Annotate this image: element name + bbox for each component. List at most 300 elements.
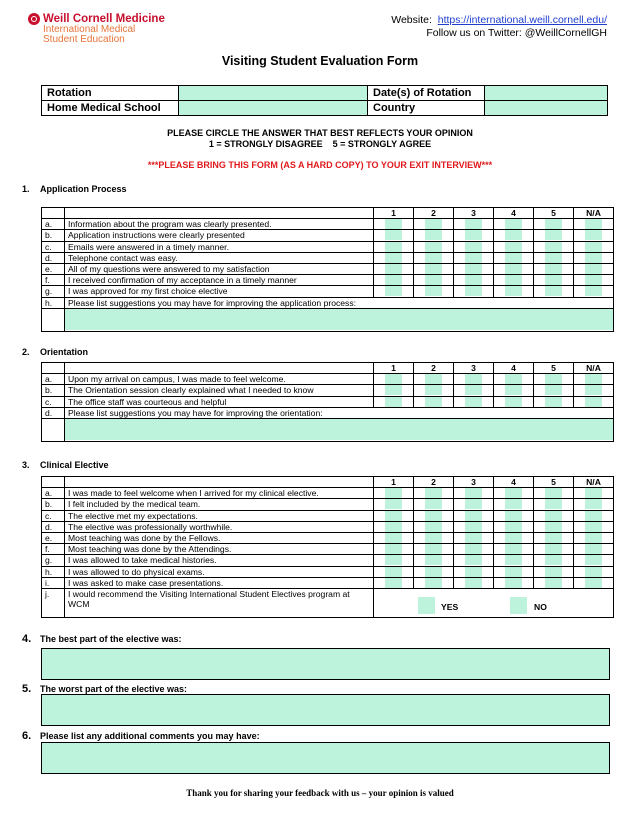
rating-cell[interactable] xyxy=(574,252,614,263)
rating-box[interactable] xyxy=(505,253,522,263)
open-question-heading xyxy=(22,633,182,645)
item-letter: c. xyxy=(42,241,65,252)
rating-box[interactable] xyxy=(585,397,602,407)
scale-label: 5 xyxy=(534,477,574,488)
rating-box[interactable] xyxy=(505,578,522,588)
rating-cell[interactable] xyxy=(454,252,494,263)
rating-cell[interactable] xyxy=(414,230,454,241)
section-title: Clinical Elective xyxy=(40,460,109,470)
table-row xyxy=(42,566,614,577)
rating-cell[interactable] xyxy=(574,241,614,252)
rating-cell[interactable] xyxy=(414,499,454,510)
rating-box[interactable] xyxy=(505,264,522,274)
rating-cell[interactable] xyxy=(534,252,574,263)
rating-cell[interactable] xyxy=(534,374,574,385)
rating-box[interactable] xyxy=(425,488,442,498)
rating-box[interactable] xyxy=(385,567,402,577)
rating-box[interactable] xyxy=(545,578,562,588)
rating-box[interactable] xyxy=(585,275,602,285)
rating-box[interactable] xyxy=(465,511,482,521)
rating-cell[interactable] xyxy=(374,230,414,241)
rating-box[interactable] xyxy=(425,544,442,554)
rating-cell[interactable] xyxy=(574,510,614,521)
rating-cell[interactable] xyxy=(374,521,414,532)
logo-mark-icon xyxy=(28,13,40,25)
rating-box[interactable] xyxy=(465,499,482,509)
rating-box[interactable] xyxy=(505,499,522,509)
website-link[interactable]: https://international.weill.cornell.edu/ xyxy=(437,14,607,26)
rating-cell[interactable] xyxy=(454,241,494,252)
rating-cell[interactable] xyxy=(454,577,494,588)
section-title: Application Process xyxy=(40,184,127,194)
rating-box[interactable] xyxy=(545,275,562,285)
table-row xyxy=(42,385,614,396)
rating-box[interactable] xyxy=(585,578,602,588)
rating-cell[interactable] xyxy=(454,566,494,577)
scale-label: 3 xyxy=(454,208,494,219)
rating-box[interactable] xyxy=(385,230,402,240)
logo-sub1: International Medical xyxy=(43,24,136,35)
rating-box[interactable] xyxy=(585,511,602,521)
rating-cell[interactable] xyxy=(574,566,614,577)
rating-box[interactable] xyxy=(385,253,402,263)
rating-cell[interactable] xyxy=(574,488,614,499)
rating-box[interactable] xyxy=(385,242,402,252)
rating-box[interactable] xyxy=(585,286,602,296)
suggestions-field[interactable] xyxy=(65,419,613,440)
rating-box[interactable] xyxy=(385,555,402,565)
rating-cell[interactable] xyxy=(414,263,454,274)
rating-box[interactable] xyxy=(385,219,402,229)
rating-box[interactable] xyxy=(585,499,602,509)
rotation-label: Rotation xyxy=(42,86,179,101)
rating-cell[interactable] xyxy=(454,544,494,555)
rating-cell[interactable] xyxy=(454,275,494,286)
rating-cell[interactable] xyxy=(374,263,414,274)
rating-box[interactable] xyxy=(425,533,442,543)
rating-cell[interactable] xyxy=(494,532,534,543)
rating-box[interactable] xyxy=(385,578,402,588)
rating-box[interactable] xyxy=(465,397,482,407)
rating-box[interactable] xyxy=(385,488,402,498)
rating-cell[interactable] xyxy=(454,499,494,510)
rating-box[interactable] xyxy=(545,567,562,577)
rating-cell[interactable] xyxy=(574,577,614,588)
rating-cell[interactable] xyxy=(414,252,454,263)
rating-box[interactable] xyxy=(465,522,482,532)
rating-box[interactable] xyxy=(585,385,602,395)
rating-cell[interactable] xyxy=(374,286,414,297)
item-text: I received confirmation of my acceptance in a timely manner xyxy=(65,275,374,286)
item-text: All of my questions were answered to my satisfaction xyxy=(65,263,374,274)
item-text: I was made to feel welcome when I arrived for my clinical elective. xyxy=(65,488,374,499)
rating-cell[interactable] xyxy=(374,219,414,230)
rating-cell[interactable] xyxy=(494,286,534,297)
rating-box[interactable] xyxy=(465,578,482,588)
rating-cell[interactable] xyxy=(454,263,494,274)
rating-cell[interactable] xyxy=(534,263,574,274)
rating-cell[interactable] xyxy=(494,374,534,385)
rating-cell[interactable] xyxy=(454,230,494,241)
rating-cell[interactable] xyxy=(454,521,494,532)
rating-box[interactable] xyxy=(585,522,602,532)
rating-cell[interactable] xyxy=(574,521,614,532)
rating-cell[interactable] xyxy=(494,396,534,407)
rating-cell[interactable] xyxy=(534,532,574,543)
rating-cell[interactable] xyxy=(374,532,414,543)
rating-box[interactable] xyxy=(545,253,562,263)
rating-cell[interactable] xyxy=(414,241,454,252)
rating-cell[interactable] xyxy=(534,275,574,286)
answer-field[interactable] xyxy=(41,648,610,680)
instruction-line2: 1 = STRONGLY DISAGREE 5 = STRONGLY AGREE xyxy=(208,139,432,149)
suggestions-field[interactable] xyxy=(65,309,613,330)
rating-cell[interactable] xyxy=(414,544,454,555)
rating-box[interactable] xyxy=(385,499,402,509)
rating-cell[interactable] xyxy=(374,252,414,263)
open-question-heading xyxy=(22,730,260,742)
school-label: Home Medical School xyxy=(42,101,179,116)
rating-box[interactable] xyxy=(545,219,562,229)
rating-box[interactable] xyxy=(425,555,442,565)
rating-box[interactable] xyxy=(545,385,562,395)
rating-box[interactable] xyxy=(585,374,602,384)
rating-cell[interactable] xyxy=(574,544,614,555)
rating-box[interactable] xyxy=(385,522,402,532)
rating-cell[interactable] xyxy=(374,488,414,499)
rating-box[interactable] xyxy=(545,533,562,543)
rating-cell[interactable] xyxy=(414,275,454,286)
rating-box[interactable] xyxy=(425,499,442,509)
rating-box[interactable] xyxy=(545,544,562,554)
scale-label: 5 xyxy=(534,363,574,374)
rating-box[interactable] xyxy=(585,488,602,498)
rating-box[interactable] xyxy=(425,275,442,285)
rating-cell[interactable] xyxy=(414,532,454,543)
rating-box[interactable] xyxy=(585,544,602,554)
item-letter: g. xyxy=(42,286,65,297)
rating-box[interactable] xyxy=(505,533,522,543)
rating-cell[interactable] xyxy=(494,577,534,588)
rating-box[interactable] xyxy=(425,374,442,384)
item-letter: f. xyxy=(42,544,65,555)
rating-box[interactable] xyxy=(505,488,522,498)
rating-cell[interactable] xyxy=(574,219,614,230)
rating-cell[interactable] xyxy=(534,230,574,241)
section-heading xyxy=(22,347,88,357)
rotation-field[interactable] xyxy=(179,86,368,101)
item-letter: h. xyxy=(42,566,65,577)
item-text: Emails were answered in a timely manner. xyxy=(65,241,374,252)
rating-box[interactable] xyxy=(585,567,602,577)
item-text: Most teaching was done by the Attendings. xyxy=(65,544,374,555)
rating-box[interactable] xyxy=(425,397,442,407)
rating-cell[interactable] xyxy=(454,510,494,521)
rating-box[interactable] xyxy=(505,385,522,395)
rating-box[interactable] xyxy=(385,385,402,395)
rating-cell[interactable] xyxy=(374,510,414,521)
rating-box[interactable] xyxy=(465,488,482,498)
rating-box[interactable] xyxy=(385,286,402,296)
instruction-line1: PLEASE CIRCLE THE ANSWER THAT BEST REFLECTS YOUR OPINION xyxy=(167,128,473,138)
question-number: 4. xyxy=(22,633,32,645)
rating-box[interactable] xyxy=(585,219,602,229)
rating-cell[interactable] xyxy=(494,544,534,555)
rating-cell[interactable] xyxy=(414,555,454,566)
rating-box[interactable] xyxy=(505,522,522,532)
rating-box[interactable] xyxy=(505,544,522,554)
rating-box[interactable] xyxy=(425,286,442,296)
rating-table xyxy=(41,362,614,442)
rating-box[interactable] xyxy=(585,264,602,274)
rating-box[interactable] xyxy=(585,253,602,263)
rating-box[interactable] xyxy=(545,499,562,509)
rating-cell[interactable] xyxy=(414,577,454,588)
suggest-row xyxy=(42,297,614,308)
rating-cell[interactable] xyxy=(374,385,414,396)
rating-cell[interactable] xyxy=(414,286,454,297)
rating-cell[interactable] xyxy=(534,510,574,521)
answer-field[interactable] xyxy=(41,694,610,726)
rating-box[interactable] xyxy=(465,242,482,252)
rating-cell[interactable] xyxy=(454,385,494,396)
rating-cell[interactable] xyxy=(534,488,574,499)
scale-label: 1 xyxy=(374,208,414,219)
rating-box[interactable] xyxy=(585,230,602,240)
scale-label: 3 xyxy=(454,477,494,488)
item-text: The elective was professionally worthwhile. xyxy=(65,521,374,532)
rating-box[interactable] xyxy=(385,374,402,384)
country-label: Country xyxy=(368,101,485,116)
rating-box[interactable] xyxy=(385,544,402,554)
rating-box[interactable] xyxy=(545,264,562,274)
item-text: I felt included by the medical team. xyxy=(65,499,374,510)
rating-cell[interactable] xyxy=(414,219,454,230)
question-number: 6. xyxy=(22,730,32,742)
rating-cell[interactable] xyxy=(374,275,414,286)
rating-box[interactable] xyxy=(465,385,482,395)
rating-cell[interactable] xyxy=(534,499,574,510)
rating-cell[interactable] xyxy=(414,510,454,521)
section-title: Orientation xyxy=(40,347,89,357)
rating-cell[interactable] xyxy=(374,499,414,510)
rating-box[interactable] xyxy=(465,286,482,296)
rating-cell[interactable] xyxy=(374,374,414,385)
rating-cell[interactable] xyxy=(494,263,534,274)
rating-box[interactable] xyxy=(465,374,482,384)
country-field[interactable] xyxy=(485,101,608,116)
rating-box[interactable] xyxy=(465,275,482,285)
rating-box[interactable] xyxy=(545,242,562,252)
rating-cell[interactable] xyxy=(494,385,534,396)
rating-cell[interactable] xyxy=(574,385,614,396)
table-row xyxy=(42,488,614,499)
rating-cell[interactable] xyxy=(494,230,534,241)
rating-box[interactable] xyxy=(545,555,562,565)
rating-box[interactable] xyxy=(425,242,442,252)
rating-box[interactable] xyxy=(505,242,522,252)
question-title: The best part of the elective was: xyxy=(40,634,182,644)
rating-box[interactable] xyxy=(505,286,522,296)
rating-cell[interactable] xyxy=(494,252,534,263)
scale-label: 1 xyxy=(374,477,414,488)
rating-box[interactable] xyxy=(545,397,562,407)
rating-cell[interactable] xyxy=(414,396,454,407)
rating-cell[interactable] xyxy=(494,555,534,566)
rating-box[interactable] xyxy=(385,511,402,521)
item-letter: j. xyxy=(42,588,65,617)
rating-cell[interactable] xyxy=(534,396,574,407)
rating-box[interactable] xyxy=(465,544,482,554)
scale-header-row xyxy=(42,363,614,374)
rating-cell[interactable] xyxy=(454,555,494,566)
rating-box[interactable] xyxy=(425,264,442,274)
rating-cell[interactable] xyxy=(494,488,534,499)
rating-cell[interactable] xyxy=(534,286,574,297)
rating-cell[interactable] xyxy=(414,566,454,577)
rating-cell[interactable] xyxy=(374,396,414,407)
rating-cell[interactable] xyxy=(414,488,454,499)
rating-box[interactable] xyxy=(505,567,522,577)
table-row xyxy=(42,544,614,555)
table-row xyxy=(42,374,614,385)
table-row xyxy=(42,230,614,241)
rating-box[interactable] xyxy=(585,242,602,252)
rating-cell[interactable] xyxy=(454,374,494,385)
rating-box[interactable] xyxy=(425,567,442,577)
rating-cell[interactable] xyxy=(414,374,454,385)
rating-cell[interactable] xyxy=(494,566,534,577)
rating-cell[interactable] xyxy=(534,544,574,555)
rating-cell[interactable] xyxy=(414,385,454,396)
rating-cell[interactable] xyxy=(454,532,494,543)
rating-box[interactable] xyxy=(505,511,522,521)
school-field[interactable] xyxy=(179,101,368,116)
rating-cell[interactable] xyxy=(454,219,494,230)
rating-box[interactable] xyxy=(425,230,442,240)
rating-box[interactable] xyxy=(425,219,442,229)
rating-cell[interactable] xyxy=(454,488,494,499)
rating-cell[interactable] xyxy=(534,219,574,230)
rating-cell[interactable] xyxy=(494,241,534,252)
item-letter: a. xyxy=(42,488,65,499)
rating-cell[interactable] xyxy=(574,275,614,286)
rating-box[interactable] xyxy=(545,488,562,498)
rating-box[interactable] xyxy=(465,230,482,240)
rating-cell[interactable] xyxy=(534,555,574,566)
no-box[interactable] xyxy=(510,597,527,614)
rating-cell[interactable] xyxy=(574,286,614,297)
rating-cell[interactable] xyxy=(374,544,414,555)
rating-cell[interactable] xyxy=(534,566,574,577)
rating-box[interactable] xyxy=(505,219,522,229)
rating-cell[interactable] xyxy=(574,263,614,274)
item-letter: b. xyxy=(42,499,65,510)
rating-cell[interactable] xyxy=(574,374,614,385)
item-letter: d. xyxy=(42,407,65,418)
rating-cell[interactable] xyxy=(494,219,534,230)
logo-name: Weill Cornell Medicine xyxy=(43,13,165,25)
rating-cell[interactable] xyxy=(454,396,494,407)
rating-box[interactable] xyxy=(425,253,442,263)
rating-box[interactable] xyxy=(545,511,562,521)
yes-box[interactable] xyxy=(418,597,435,614)
rating-box[interactable] xyxy=(465,567,482,577)
rating-cell[interactable] xyxy=(494,499,534,510)
rating-cell[interactable] xyxy=(454,286,494,297)
table-row xyxy=(42,521,614,532)
rating-box[interactable] xyxy=(505,230,522,240)
rating-cell[interactable] xyxy=(574,555,614,566)
dates-field[interactable] xyxy=(485,86,608,101)
rating-cell[interactable] xyxy=(574,396,614,407)
rating-cell[interactable] xyxy=(534,521,574,532)
rating-box[interactable] xyxy=(505,397,522,407)
section-heading xyxy=(22,184,127,194)
rating-cell[interactable] xyxy=(414,521,454,532)
rating-cell[interactable] xyxy=(374,241,414,252)
table-row xyxy=(42,219,614,230)
rating-box[interactable] xyxy=(465,253,482,263)
rating-box[interactable] xyxy=(385,533,402,543)
rating-cell[interactable] xyxy=(574,230,614,241)
table-row xyxy=(42,510,614,521)
answer-field[interactable] xyxy=(41,742,610,774)
rating-cell[interactable] xyxy=(534,577,574,588)
rating-box[interactable] xyxy=(505,555,522,565)
rating-cell[interactable] xyxy=(534,385,574,396)
website-label: Website: xyxy=(391,14,432,26)
rating-box[interactable] xyxy=(465,555,482,565)
table-row xyxy=(42,499,614,510)
rating-box[interactable] xyxy=(425,578,442,588)
question-number: 5. xyxy=(22,683,32,695)
rating-box[interactable] xyxy=(465,219,482,229)
rating-box[interactable] xyxy=(545,230,562,240)
rating-cell[interactable] xyxy=(494,510,534,521)
rating-box[interactable] xyxy=(585,533,602,543)
rating-box[interactable] xyxy=(545,374,562,384)
rating-box[interactable] xyxy=(505,374,522,384)
rating-cell[interactable] xyxy=(534,241,574,252)
rating-box[interactable] xyxy=(425,522,442,532)
rating-box[interactable] xyxy=(585,555,602,565)
scale-header-row xyxy=(42,208,614,219)
item-text: Upon my arrival on campus, I was made to feel welcome. xyxy=(65,374,374,385)
rating-box[interactable] xyxy=(425,511,442,521)
rating-box[interactable] xyxy=(385,264,402,274)
rating-box[interactable] xyxy=(505,275,522,285)
rating-box[interactable] xyxy=(465,264,482,274)
rating-box[interactable] xyxy=(425,385,442,395)
rating-cell[interactable] xyxy=(574,499,614,510)
rating-box[interactable] xyxy=(465,533,482,543)
rating-cell[interactable] xyxy=(494,275,534,286)
rating-box[interactable] xyxy=(545,286,562,296)
rating-cell[interactable] xyxy=(494,521,534,532)
rating-cell[interactable] xyxy=(574,532,614,543)
scale-label: 3 xyxy=(454,363,494,374)
rating-cell[interactable] xyxy=(374,555,414,566)
rating-box[interactable] xyxy=(545,522,562,532)
rating-cell[interactable] xyxy=(374,577,414,588)
warning-text: ***PLEASE BRING THIS FORM (AS A HARD COPY) TO YOUR EXIT INTERVIEW*** xyxy=(147,160,493,170)
rating-box[interactable] xyxy=(385,275,402,285)
suggest-text: Please list suggestions you may have for improving the orientation: xyxy=(65,407,614,418)
item-letter: i. xyxy=(42,577,65,588)
rating-box[interactable] xyxy=(385,397,402,407)
rating-cell[interactable] xyxy=(374,566,414,577)
